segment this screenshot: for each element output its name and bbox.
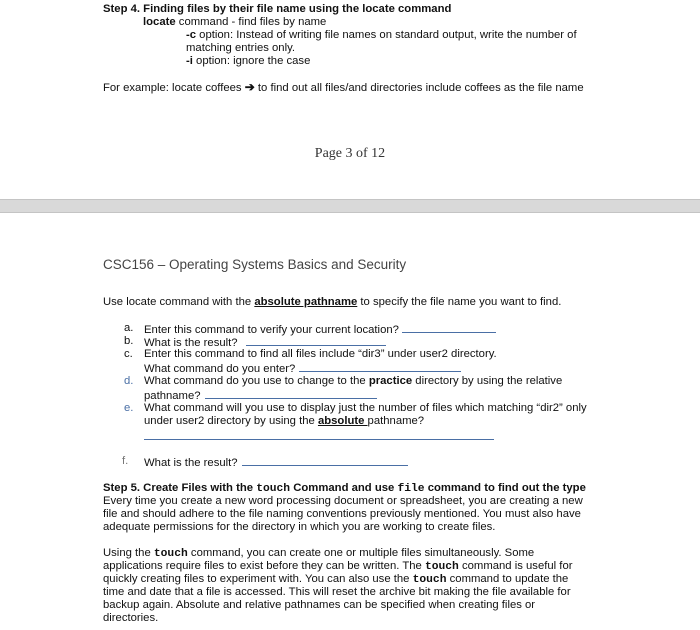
i-option-line (186, 55, 310, 68)
page-separator (0, 199, 700, 213)
intro-emphasis: absolute pathname (254, 296, 358, 308)
step5-title-b: Command and use (290, 482, 398, 494)
step5-title-c: command to find out the type (424, 482, 586, 494)
step5-title (103, 482, 586, 496)
question-d-line1 (144, 375, 562, 388)
step5-title-a: Step 5. Create Files with the (103, 482, 257, 494)
step5-para2-line1 (103, 547, 534, 561)
c-option-desc: option: Instead of writing file names on standard output, write the number of (196, 29, 577, 41)
question-d-suffix: directory by using the relative (412, 375, 563, 387)
question-a-text: Enter this command to verify your current location? (144, 324, 403, 336)
para2-l2-a: applications require files to exist before they can be written. The (103, 560, 425, 572)
c-option-line (186, 29, 577, 42)
question-label-f: f. (122, 455, 129, 467)
question-d-prefix: What command do you use to change to the (144, 375, 369, 387)
step5-para2-line5: backup again. Absolute and relative pathnames can be specified when creating files or (103, 599, 536, 611)
question-f-text: What is the result? (144, 457, 238, 469)
question-e-line1: What command will you use to display just the number of files which matching “dir2” only (144, 402, 587, 414)
step5-para2-line3 (103, 573, 568, 587)
para2-l1-b: command, you can create one or multiple files simultaneously. Some (187, 547, 535, 559)
locate-desc: command - find files by name (175, 16, 327, 28)
document-page-3 (0, 0, 700, 199)
answer-blank-f[interactable] (242, 455, 408, 466)
i-option-key: -i (186, 55, 193, 67)
question-label-d: d. (124, 375, 134, 387)
para2-l1-a: Using the (103, 547, 154, 559)
question-label-e: e. (124, 402, 134, 414)
locate-keyword: locate (143, 16, 176, 28)
answer-blank-c[interactable] (299, 361, 461, 372)
question-e-suffix: pathname? (367, 415, 425, 427)
locate-example (103, 81, 584, 95)
c-option-key: -c (186, 29, 197, 41)
intro-line (103, 296, 561, 309)
para2-l2-b: command is useful for (458, 560, 573, 572)
para2-l3-touch: touch (412, 574, 447, 586)
step4-title: Step 4. Finding files by their file name using the locate command (103, 3, 452, 15)
question-e-prefix: under user2 directory by using the (144, 415, 318, 427)
answer-blank-e[interactable] (144, 439, 494, 440)
example-prefix: For example: locate coffees (103, 82, 245, 94)
answer-blank-d[interactable] (205, 388, 377, 399)
arrow-right-icon: ➔ (244, 80, 255, 94)
question-c-line1: Enter this command to find all files include “dir3” under user2 directory. (144, 348, 497, 360)
i-option-desc: option: ignore the case (192, 55, 311, 67)
para2-l3-b: command to update the (446, 573, 569, 585)
question-f (144, 455, 408, 470)
para2-l2-touch: touch (424, 561, 459, 573)
c-option-line2: matching entries only. (186, 42, 296, 54)
question-c-text: What command do you enter? (144, 363, 296, 375)
step5-para2-line6: directories. (103, 612, 159, 624)
step5-file: file (397, 483, 425, 495)
question-c-line2 (144, 361, 461, 376)
locate-command-line (143, 16, 326, 29)
question-label-c: c. (124, 348, 133, 360)
question-d-line2 (144, 388, 377, 403)
step5-para1-line1: Every time you create a new word processing document or spreadsheet, you are creating a new (103, 495, 583, 507)
question-label-b: b. (124, 335, 134, 347)
question-d-text: pathname? (144, 390, 201, 402)
answer-blank-b[interactable] (246, 335, 386, 346)
para2-l3-a: quickly creating files to experiment with. You can also use the (103, 573, 413, 585)
step5-para1-line2: file and should adhere to the file naming conventions previously mentioned. You must also have (103, 508, 581, 520)
question-d-emphasis: practice (368, 375, 413, 387)
question-e-emphasis: absolute (317, 415, 368, 427)
para2-l1-touch: touch (153, 548, 188, 560)
step5-para2-line2 (103, 560, 573, 574)
answer-blank-a[interactable] (402, 322, 496, 333)
page-footer: Page 3 of 12 (314, 146, 386, 161)
intro-prefix: Use locate command with the (103, 296, 255, 308)
document-page-4 (0, 213, 700, 630)
step5-touch: touch (256, 483, 291, 495)
example-suffix: to find out all files/and directories include coffees as the file name (254, 82, 584, 94)
question-e-line2 (144, 415, 424, 428)
question-label-a: a. (124, 322, 134, 334)
question-b-text: What is the result? (144, 337, 238, 349)
page-header: CSC156 – Operating Systems Basics and Security (103, 257, 407, 272)
intro-suffix: to specify the file name you want to find. (357, 296, 562, 308)
step5-para1-line3: adequate permissions for the directory in which you are working to create files. (103, 521, 496, 533)
step5-para2-line4: time and date that a file is accessed. This will reset the archive bit making the file available for (103, 586, 571, 598)
